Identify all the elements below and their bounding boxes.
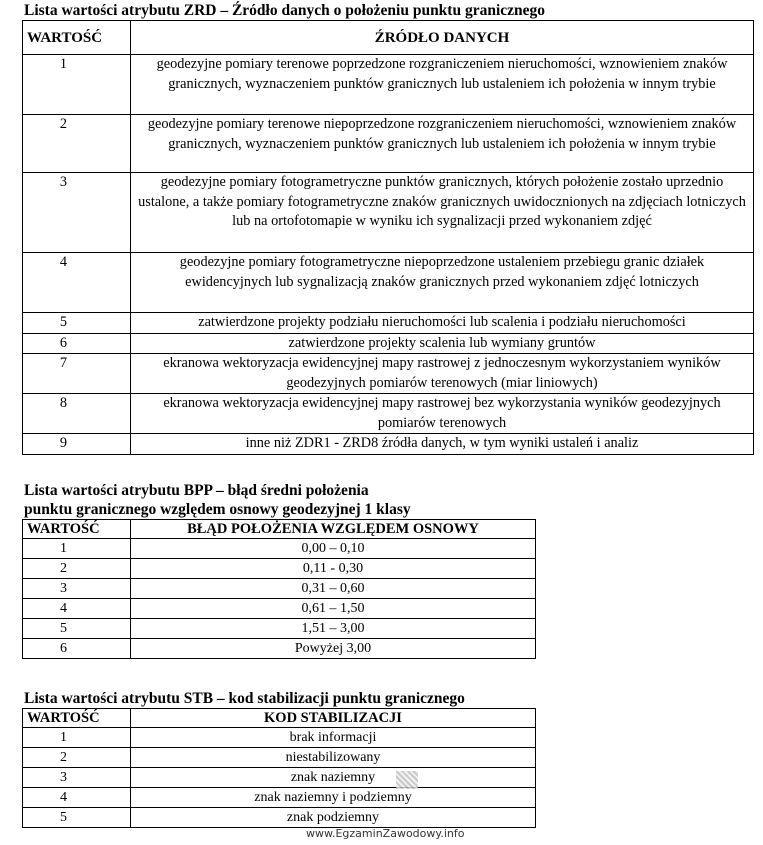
stb-title: Lista wartości atrybutu STB – kod stabilizacji punktu granicznego [24,690,465,707]
row-value: 2 [23,748,131,768]
table-row [23,434,754,455]
row-value: 3 [23,173,131,253]
row-value: 3 [23,768,131,788]
bpp-col-error: BŁĄD POŁOŻENIA WZGLĘDEM OSNOWY [131,520,536,539]
table-row [23,808,536,828]
stb-header-row [23,709,536,728]
table-row [23,599,536,619]
watermark: www.EgzaminZawodowy.info [306,827,465,840]
row-text: geodezyjne pomiary fotogrametryczne punktów granicznych, których położenie zostało uprzednio ustalone, a także pomiary fotogrametryczne znaków granicznych uwidocznionych na zdjęciach lotniczych lub na ortofotomapie w wyniku ich sygnalizacji przed wykonaniem zdjęć [131,173,754,253]
row-text: geodezyjne pomiary terenowe niepoprzedzone rozgraniczeniem nieruchomości, wznowieniem znaków granicznych, wyznaczeniem punktów granicznych lub ustaleniem ich położenia w innym trybie [131,115,754,173]
table-row [23,313,754,334]
row-text: ekranowa wektoryzacja ewidencyjnej mapy rastrowej bez wykorzystania wyników geodezyjnych pomiarów terenowych [131,394,754,434]
bpp-title-line2: punktu granicznego względem osnowy geodezyjnej 1 klasy [24,501,411,518]
row-value: 1 [23,728,131,748]
row-value: 6 [23,333,131,354]
table-row [23,748,536,768]
row-value: 6 [23,639,131,659]
row-value: 8 [23,394,131,434]
row-text: geodezyjne pomiary fotogrametryczne niepoprzedzone ustaleniem przebiegu granic działek ewidencyjnych lub sygnalizacją znaków granicznych przed wykonaniem zdjęć lotniczych [131,253,754,313]
row-value: 2 [23,559,131,579]
table-row [23,115,754,173]
row-value: 4 [23,253,131,313]
bpp-table [22,519,536,659]
stb-col-code: KOD STABILIZACJI [131,709,536,728]
table-row [23,55,754,115]
row-value: 5 [23,808,131,828]
row-value: 2 [23,115,131,173]
row-text: znak podziemny [131,808,536,828]
row-text: 1,51 – 3,00 [131,619,536,639]
row-text: zatwierdzone projekty podziału nieruchomości lub scalenia i podziału nieruchomości [131,313,754,334]
row-text: 0,31 – 0,60 [131,579,536,599]
table-row [23,768,536,788]
row-text: brak informacji [131,728,536,748]
table-row [23,728,536,748]
row-value: 5 [23,619,131,639]
row-text: 0,61 – 1,50 [131,599,536,619]
row-text: inne niż ZDR1 - ZRD8 źródła danych, w tym wyniki ustaleń i analiz [131,434,754,455]
row-text: geodezyjne pomiary terenowe poprzedzone rozgraniczeniem nieruchomości, wznowieniem znaków granicznych, wyznaczeniem punktów granicznych lub ustaleniem ich położenia w innym trybie [131,55,754,115]
row-value: 4 [23,599,131,619]
stb-table [22,708,536,828]
table-row [23,333,754,354]
table-row [23,619,536,639]
row-value: 4 [23,788,131,808]
table-row [23,539,536,559]
zrd-col-source: ŹRÓDŁO DANYCH [131,21,754,55]
row-value: 7 [23,354,131,394]
table-row [23,354,754,394]
table-row [23,559,536,579]
row-text: niestabilizowany [131,748,536,768]
zrd-header-row [23,21,754,55]
row-text: 0,11 - 0,30 [131,559,536,579]
scan-artifact [396,771,418,789]
table-row [23,253,754,313]
row-value: 1 [23,539,131,559]
row-text: 0,00 – 0,10 [131,539,536,559]
row-text: znak naziemny i podziemny [131,788,536,808]
row-value: 1 [23,55,131,115]
row-value: 5 [23,313,131,334]
row-text: Powyżej 3,00 [131,639,536,659]
bpp-col-value: WARTOŚĆ [23,520,131,539]
row-value: 9 [23,434,131,455]
table-row [23,639,536,659]
table-row [23,394,754,434]
zrd-title: Lista wartości atrybutu ZRD – Źródło danych o położeniu punktu granicznego [24,2,546,19]
table-row [23,788,536,808]
zrd-col-value: WARTOŚĆ [23,21,131,55]
stb-col-value: WARTOŚĆ [23,709,131,728]
row-text: znak naziemny [131,768,536,788]
row-text: zatwierdzone projekty scalenia lub wymiany gruntów [131,333,754,354]
bpp-title-line1: Lista wartości atrybutu BPP – błąd średni położenia [24,482,369,499]
row-text: ekranowa wektoryzacja ewidencyjnej mapy rastrowej z jednoczesnym wykorzystaniem wyników geodezyjnych pomiarów terenowych (miar liniowych) [131,354,754,394]
bpp-header-row [23,520,536,539]
row-value: 3 [23,579,131,599]
table-row [23,579,536,599]
zrd-table [22,20,754,455]
table-row [23,173,754,253]
